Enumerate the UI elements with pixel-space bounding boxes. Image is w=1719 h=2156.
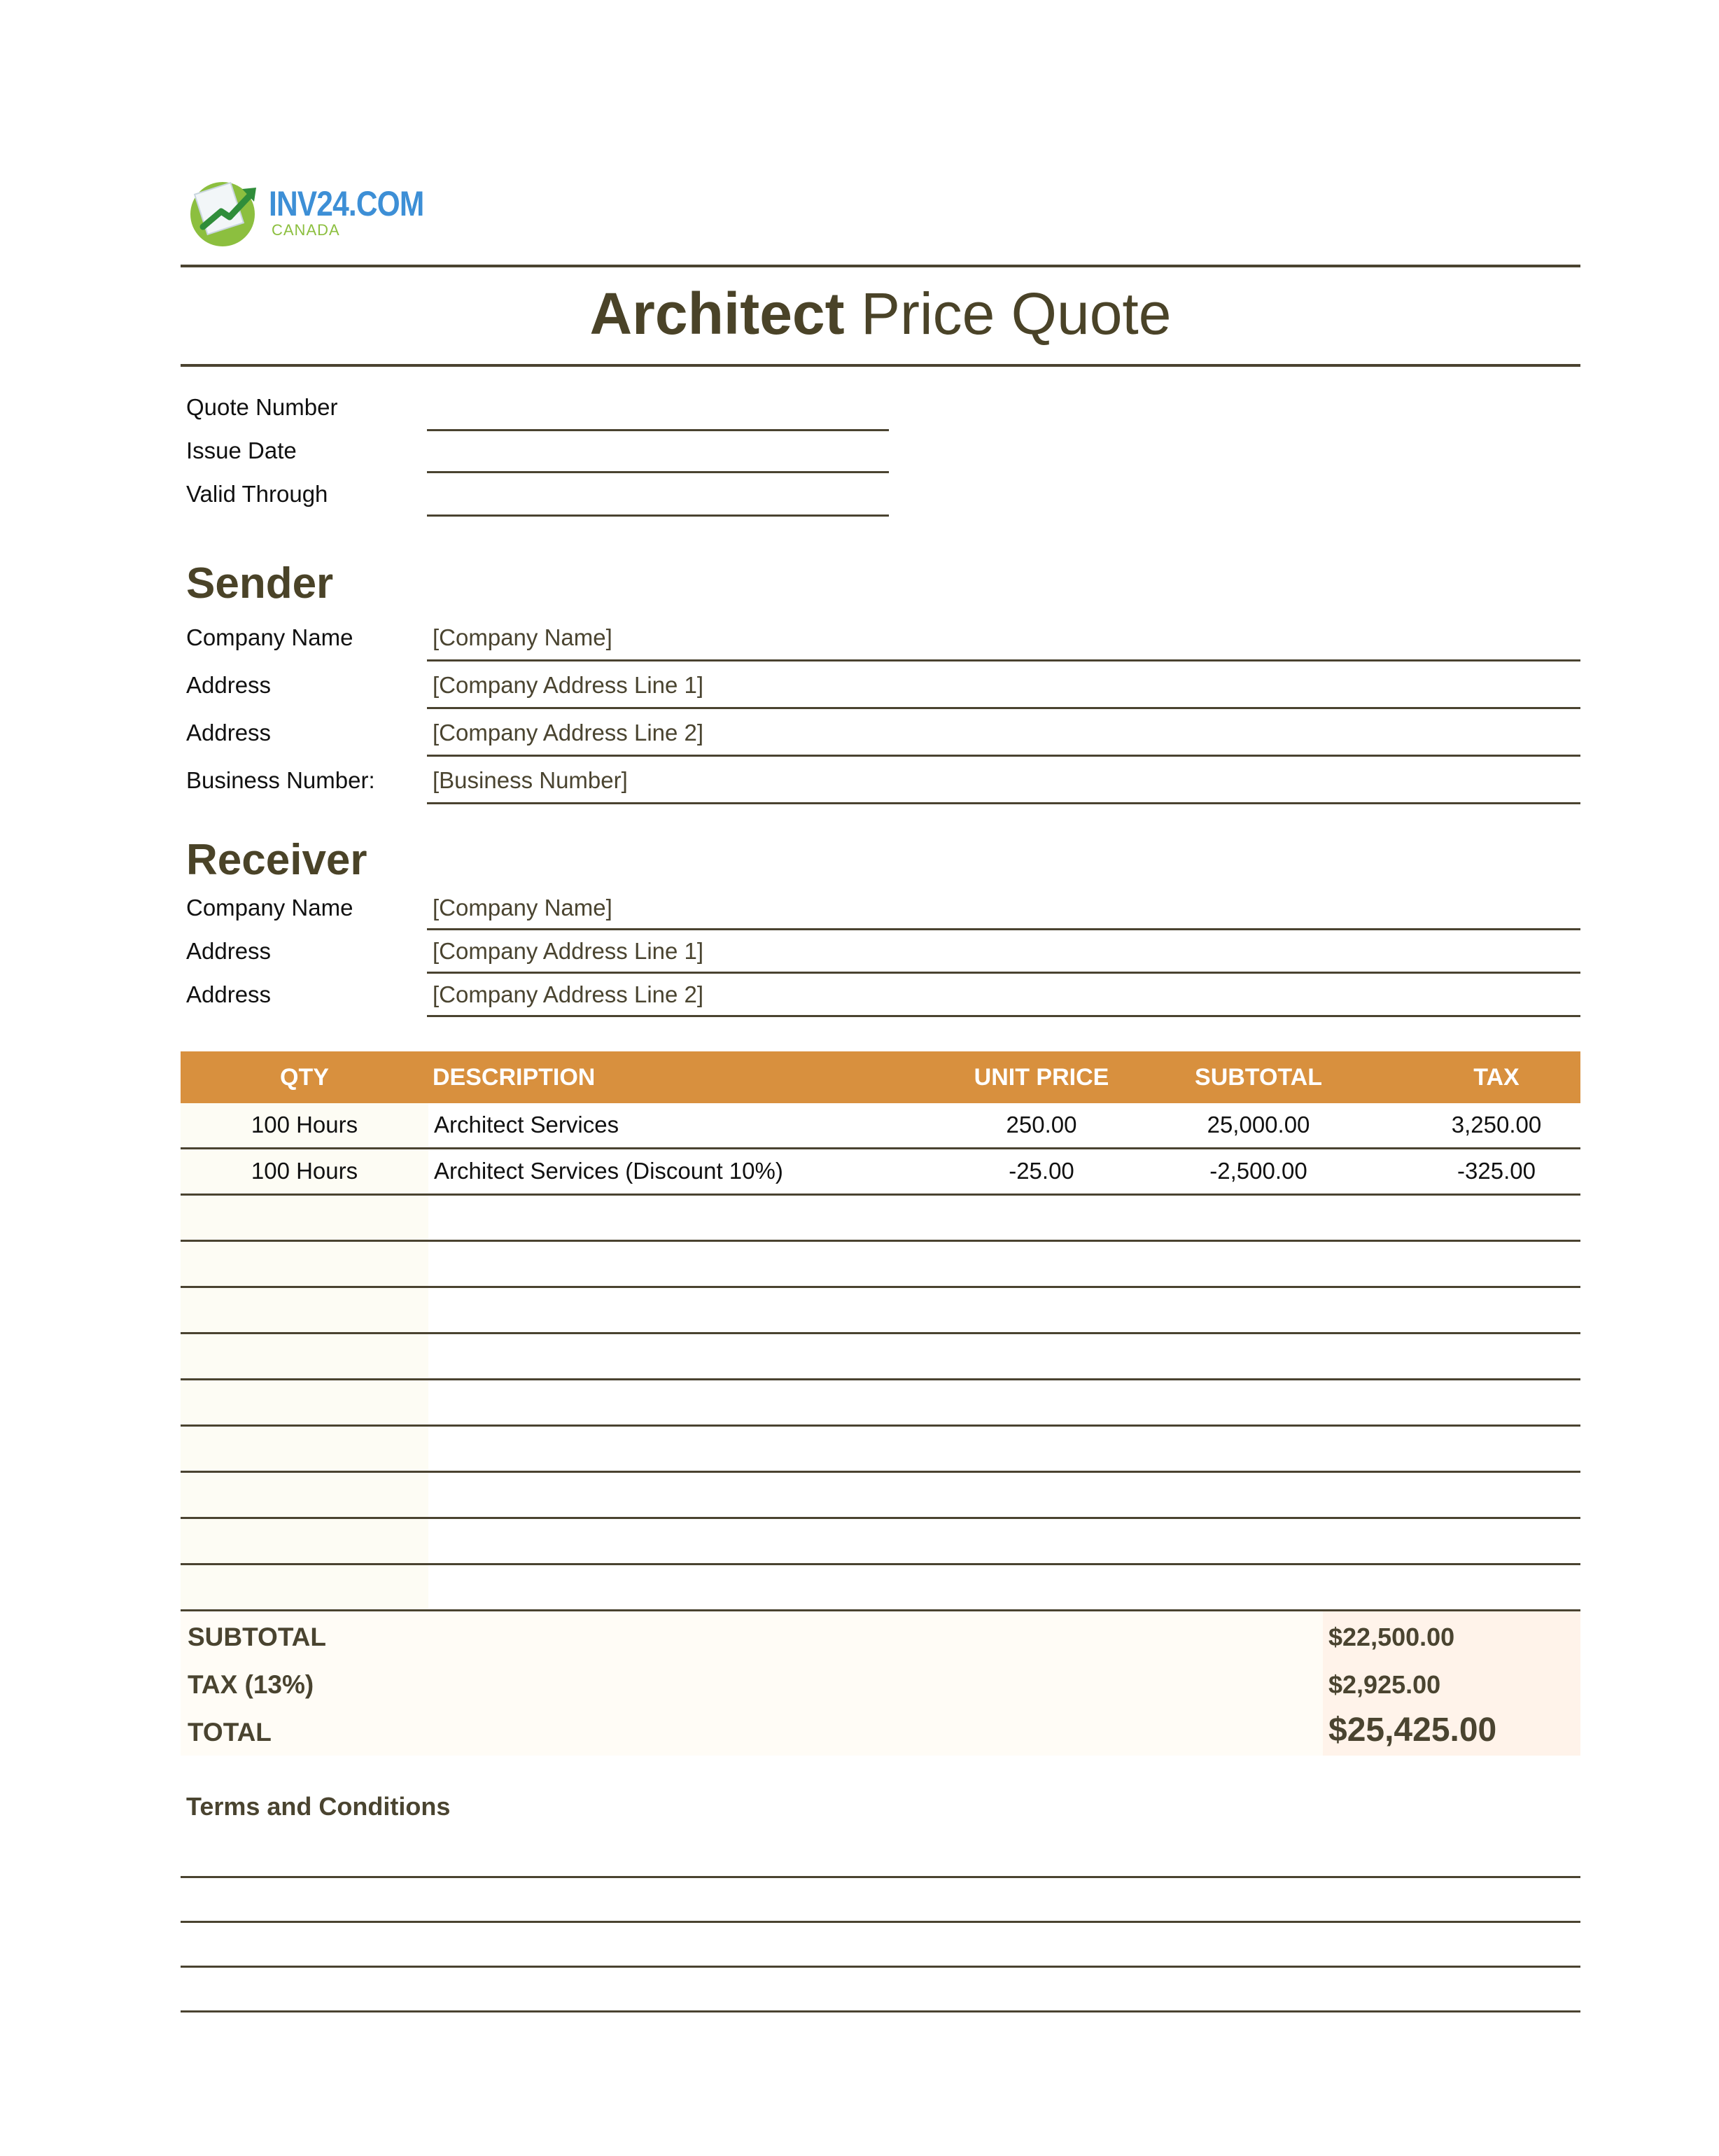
table-row[interactable] xyxy=(181,1565,1580,1611)
page-title-light: Price Quote xyxy=(844,281,1172,346)
receiver-address2-label: Address xyxy=(186,981,272,1007)
cell-qty[interactable]: 100 Hours xyxy=(251,1112,358,1138)
table-row[interactable] xyxy=(181,1473,1580,1519)
sender-address2-value[interactable]: [Company Address Line 2] xyxy=(433,720,704,746)
cell-subtotal[interactable]: -2,500.00 xyxy=(1209,1158,1307,1184)
logo-brand-text: INV24.COM xyxy=(269,184,424,223)
cell-description[interactable]: Architect Services (Discount 10%) xyxy=(434,1158,783,1184)
receiver-address2-line xyxy=(427,1015,1580,1017)
table-row[interactable] xyxy=(181,1427,1580,1473)
page-title-bold: Architect xyxy=(589,281,845,346)
table-row[interactable] xyxy=(181,1103,1580,1149)
sender-business-line xyxy=(427,802,1580,804)
terms-heading: Terms and Conditions xyxy=(186,1792,451,1821)
title-bottom-divider xyxy=(181,364,1580,367)
total-value: $25,425.00 xyxy=(1328,1712,1497,1749)
sender-company-value[interactable]: [Company Name] xyxy=(433,624,612,650)
table-row[interactable] xyxy=(181,1334,1580,1380)
items-table-header xyxy=(181,1051,1580,1103)
sender-address1-label: Address xyxy=(186,672,272,698)
qty-cell-bg xyxy=(181,1565,428,1611)
header-subtotal: SUBTOTAL xyxy=(1195,1064,1322,1091)
tax-value: $2,925.00 xyxy=(1328,1670,1441,1699)
receiver-address1-label: Address xyxy=(186,938,272,964)
logo-mark-icon xyxy=(188,172,265,249)
qty-cell-bg xyxy=(181,1196,428,1242)
cell-unit-price[interactable]: -25.00 xyxy=(1009,1158,1074,1184)
receiver-address1-value[interactable]: [Company Address Line 1] xyxy=(433,938,704,964)
issue-date-field[interactable] xyxy=(427,471,889,473)
header-tax: TAX xyxy=(1473,1064,1520,1091)
cell-qty[interactable]: 100 Hours xyxy=(251,1158,358,1184)
terms-line[interactable] xyxy=(181,1876,1580,1878)
sender-company-label: Company Name xyxy=(186,624,353,650)
tax-label: TAX (13%) xyxy=(188,1670,314,1699)
total-label: TOTAL xyxy=(188,1718,272,1746)
page-title xyxy=(181,280,1580,348)
valid-through-field[interactable] xyxy=(427,514,889,517)
title-top-divider xyxy=(181,265,1580,267)
quote-number-field[interactable] xyxy=(427,429,889,431)
sender-business-label: Business Number: xyxy=(186,767,375,793)
header-qty: QTY xyxy=(280,1064,329,1091)
header-unit-price: UNIT PRICE xyxy=(974,1064,1109,1091)
cell-description[interactable]: Architect Services xyxy=(434,1112,619,1138)
table-row[interactable] xyxy=(181,1288,1580,1334)
receiver-company-label: Company Name xyxy=(186,895,353,920)
table-row[interactable] xyxy=(181,1196,1580,1242)
sender-business-value[interactable]: [Business Number] xyxy=(433,767,628,793)
qty-cell-bg xyxy=(181,1380,428,1427)
table-row[interactable] xyxy=(181,1519,1580,1565)
terms-line[interactable] xyxy=(181,2010,1580,2012)
qty-cell-bg xyxy=(181,1519,428,1565)
sender-address2-label: Address xyxy=(186,720,272,746)
qty-cell-bg xyxy=(181,1473,428,1519)
qty-cell-bg xyxy=(181,1427,428,1473)
subtotal-value: $22,500.00 xyxy=(1328,1623,1455,1651)
table-row[interactable] xyxy=(181,1242,1580,1288)
cell-unit-price[interactable]: 250.00 xyxy=(1006,1112,1077,1138)
sender-address1-line xyxy=(427,707,1580,709)
terms-line[interactable] xyxy=(181,1921,1580,1923)
sender-heading: Sender xyxy=(186,559,334,608)
receiver-company-line xyxy=(427,928,1580,930)
table-row[interactable] xyxy=(181,1380,1580,1427)
receiver-address2-value[interactable]: [Company Address Line 2] xyxy=(433,981,704,1007)
sender-address1-value[interactable]: [Company Address Line 1] xyxy=(433,672,704,698)
company-logo xyxy=(188,172,426,249)
cell-tax[interactable]: -325.00 xyxy=(1457,1158,1536,1184)
receiver-heading: Receiver xyxy=(186,836,367,884)
totals-section xyxy=(181,1611,1580,1756)
receiver-company-value[interactable]: [Company Name] xyxy=(433,895,612,920)
issue-date-label: Issue Date xyxy=(186,438,297,463)
subtotal-label: SUBTOTAL xyxy=(188,1623,327,1651)
sender-address2-line xyxy=(427,755,1580,757)
logo-country-text: CANADA xyxy=(272,221,340,239)
qty-cell-bg xyxy=(181,1242,428,1288)
cell-subtotal[interactable]: 25,000.00 xyxy=(1207,1112,1310,1138)
table-row[interactable] xyxy=(181,1149,1580,1196)
sender-company-line xyxy=(427,659,1580,662)
quote-number-label: Quote Number xyxy=(186,394,338,420)
receiver-address1-line xyxy=(427,972,1580,974)
terms-line[interactable] xyxy=(181,1966,1580,1968)
valid-through-label: Valid Through xyxy=(186,481,328,507)
qty-cell-bg xyxy=(181,1334,428,1380)
qty-cell-bg xyxy=(181,1288,428,1334)
cell-tax[interactable]: 3,250.00 xyxy=(1451,1112,1542,1138)
header-description: DESCRIPTION xyxy=(433,1064,596,1091)
